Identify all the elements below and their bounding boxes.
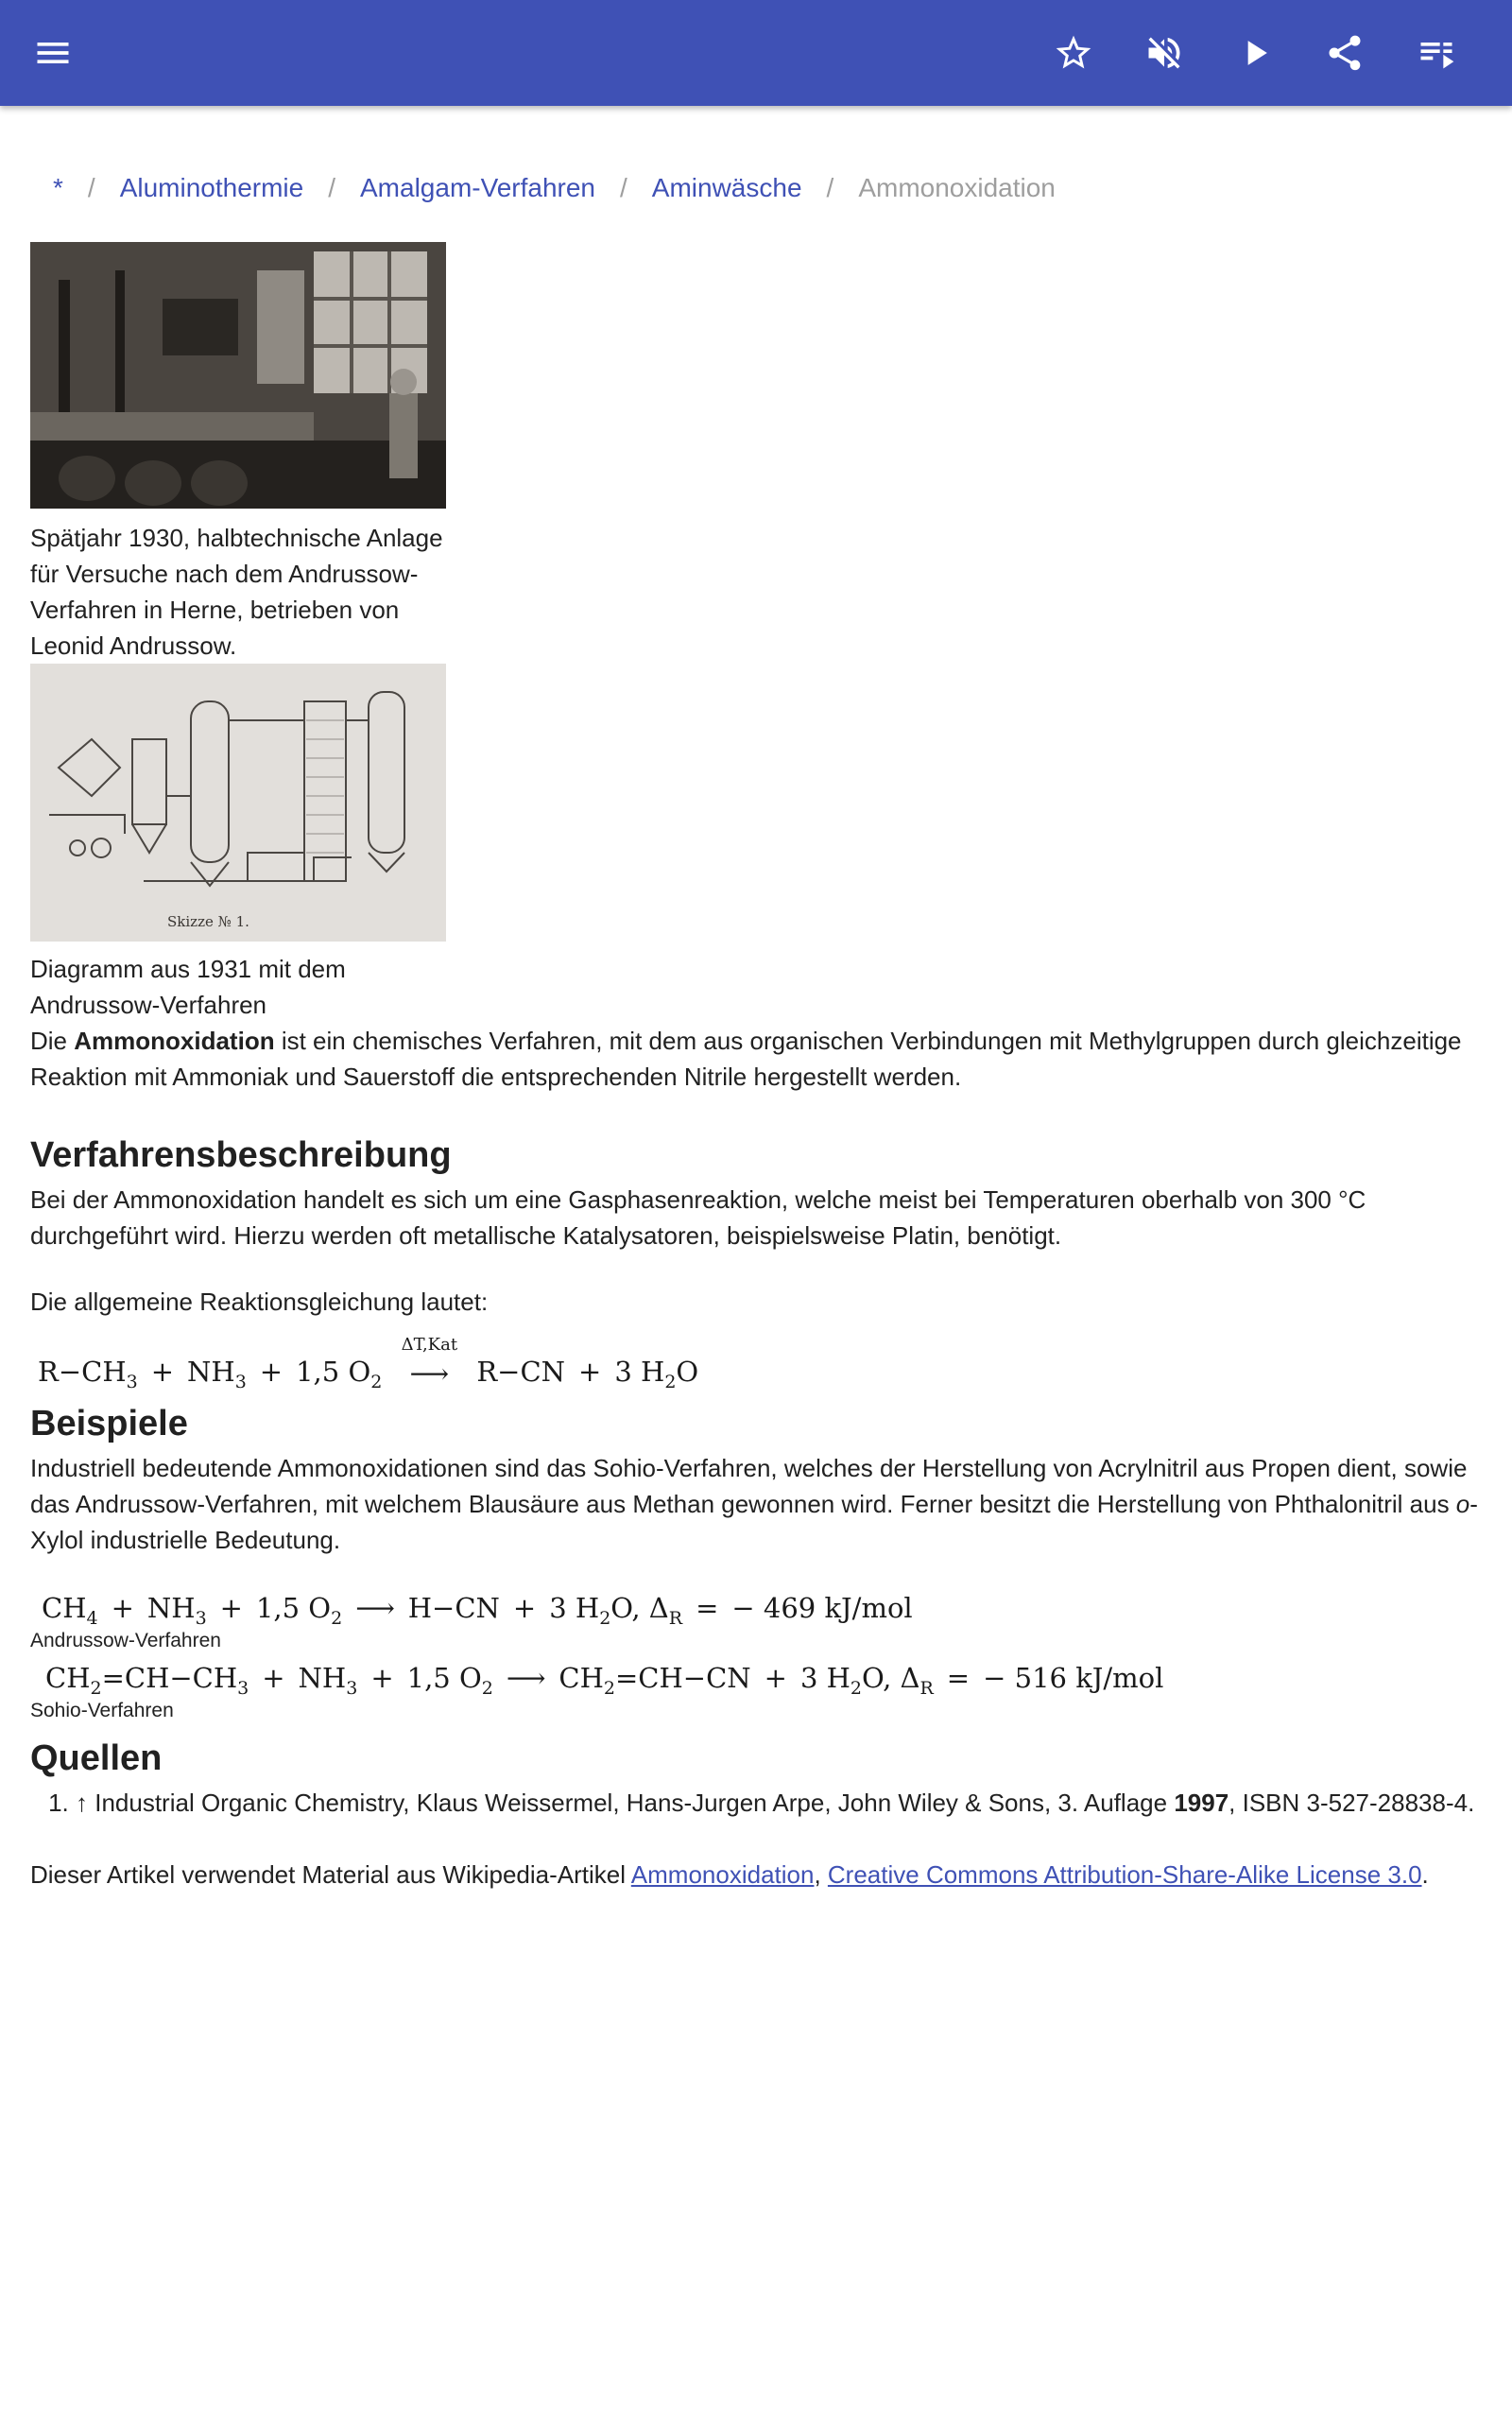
sketch-label: Skizze № 1.	[167, 913, 249, 930]
playlist-icon[interactable]	[1408, 25, 1465, 81]
process-diagram[interactable]	[30, 664, 446, 942]
breadcrumb-separator: /	[826, 173, 834, 202]
andrussow-equation: $CH_4 + NH_3 + 1,5$ $O_2$ ⟶ H−CN + 3 $H_2O$, $\Delta_R$ = − 469 kJ/mol	[42, 1592, 913, 1629]
section-heading-beispiele: Beispiele	[30, 1404, 188, 1443]
menu-icon[interactable]	[25, 25, 81, 81]
breadcrumb-link-aminwaesche[interactable]: Aminwäsche	[651, 173, 802, 202]
references-list	[30, 1785, 1482, 1821]
equation-label: Andrussow-Verfahren	[30, 1630, 221, 1651]
section-heading-verfahrensbeschreibung: Verfahrensbeschreibung	[30, 1135, 452, 1175]
paragraph-text: -Xylol industrielle Bedeutung.	[30, 1490, 1478, 1554]
attribution-text: .	[1421, 1860, 1429, 1889]
breadcrumb-separator: /	[620, 173, 627, 202]
reference-isbn: , ISBN 3-527-28838-4.	[1228, 1789, 1475, 1817]
section-heading-quellen: Quellen	[30, 1738, 163, 1778]
article-content	[30, 242, 1482, 1893]
volume-off-icon[interactable]	[1136, 25, 1193, 81]
attribution-paragraph	[30, 1857, 1482, 1893]
arrow-label: ΔT,Kat	[401, 1335, 458, 1355]
paragraph	[30, 1450, 1482, 1558]
breadcrumb-link-aluminothermie[interactable]: Aluminothermie	[119, 173, 304, 202]
breadcrumb-current: Ammonoxidation	[858, 173, 1056, 202]
plant-photo[interactable]	[30, 242, 446, 509]
paragraph: Bei der Ammonoxidation handelt es sich um eine Gasphasenreaktion, welche meist bei Temperaturen oberhalb von 300 °C durchgeführt wird. Hierzu werden oft metallische Katalysatoren, beispielsweise Platin, benötigt.	[30, 1185, 1366, 1250]
intro-bold-term: Ammonoxidation	[74, 1027, 275, 1055]
intro-text: Die	[30, 1027, 75, 1055]
share-icon[interactable]	[1316, 25, 1373, 81]
intro-paragraph	[30, 1023, 1482, 1095]
reference-year: 1997	[1174, 1789, 1229, 1817]
figure-caption: Diagramm aus 1931 mit dem Andrussow-Verfahren	[30, 955, 346, 1019]
paragraph-text: Industriell bedeutende Ammonoxidationen sind das Sohio-Verfahren, welches der Herstellung von Acrylnitril aus Propen dient, sowie das Andrussow-Verfahren, mit welchem Blausäure aus Methan gewonnen wird. Ferner besitzt die Herstellung von Phthalonitril aus	[30, 1454, 1468, 1518]
breadcrumb	[53, 166, 1056, 210]
attribution-text: Dieser Artikel verwendet Material aus Wikipedia-Artikel	[30, 1860, 631, 1889]
paragraph-italic: o	[1455, 1490, 1470, 1518]
reference-text: ↑ Industrial Organic Chemistry, Klaus Weissermel, Hans-Jurgen Arpe, John Wiley & Sons, 3. Auflage	[76, 1789, 1175, 1817]
equation-label: Sohio-Verfahren	[30, 1700, 174, 1721]
reference-item	[76, 1785, 1482, 1821]
reaction-enthalpy: − 516 kJ/mol	[983, 1662, 1164, 1694]
breadcrumb-separator: /	[328, 173, 335, 202]
breadcrumb-home[interactable]: *	[53, 173, 63, 202]
wikipedia-article-link[interactable]: Ammonoxidation	[630, 1860, 815, 1889]
reaction-enthalpy: − 469 kJ/mol	[731, 1592, 913, 1624]
figure-caption: Spätjahr 1930, halbtechnische Anlage für Versuche nach dem Andrussow-Verfahren in Herne, betrieben von Leonid Andrussow.	[30, 524, 443, 660]
breadcrumb-link-amalgam-verfahren[interactable]: Amalgam-Verfahren	[360, 173, 596, 202]
paragraph: Die allgemeine Reaktionsgleichung lautet:	[30, 1288, 489, 1316]
attribution-text: ,	[814, 1860, 828, 1889]
general-reaction-equation: $R-CH_3 + NH_3 + 1,5$ $O_2$ ΔT,Kat ⟶ R−CN + 3 $H_2O$	[30, 1354, 1482, 1392]
play-icon[interactable]	[1227, 25, 1283, 81]
breadcrumb-separator: /	[87, 173, 95, 202]
sohio-equation: $CH_2=CH-CH_3 + NH_3 + 1,5$ $O_2$ ⟶ $CH_2=CH-CN + 3$ $H_2O$, $\Delta_R$ = − 516 kJ/mol	[45, 1662, 1164, 1699]
app-bar	[0, 0, 1512, 106]
star-icon[interactable]	[1045, 25, 1102, 81]
license-link[interactable]: Creative Commons Attribution-Share-Alike License 3.0	[827, 1860, 1422, 1889]
intro-text: ist ein chemisches Verfahren, mit dem aus organischen Verbindungen mit Methylgruppen durch gleichzeitige Reaktion mit Ammoniak und Sauerstoff die entsprechenden Nitrile hergestellt werden.	[30, 1027, 1462, 1091]
